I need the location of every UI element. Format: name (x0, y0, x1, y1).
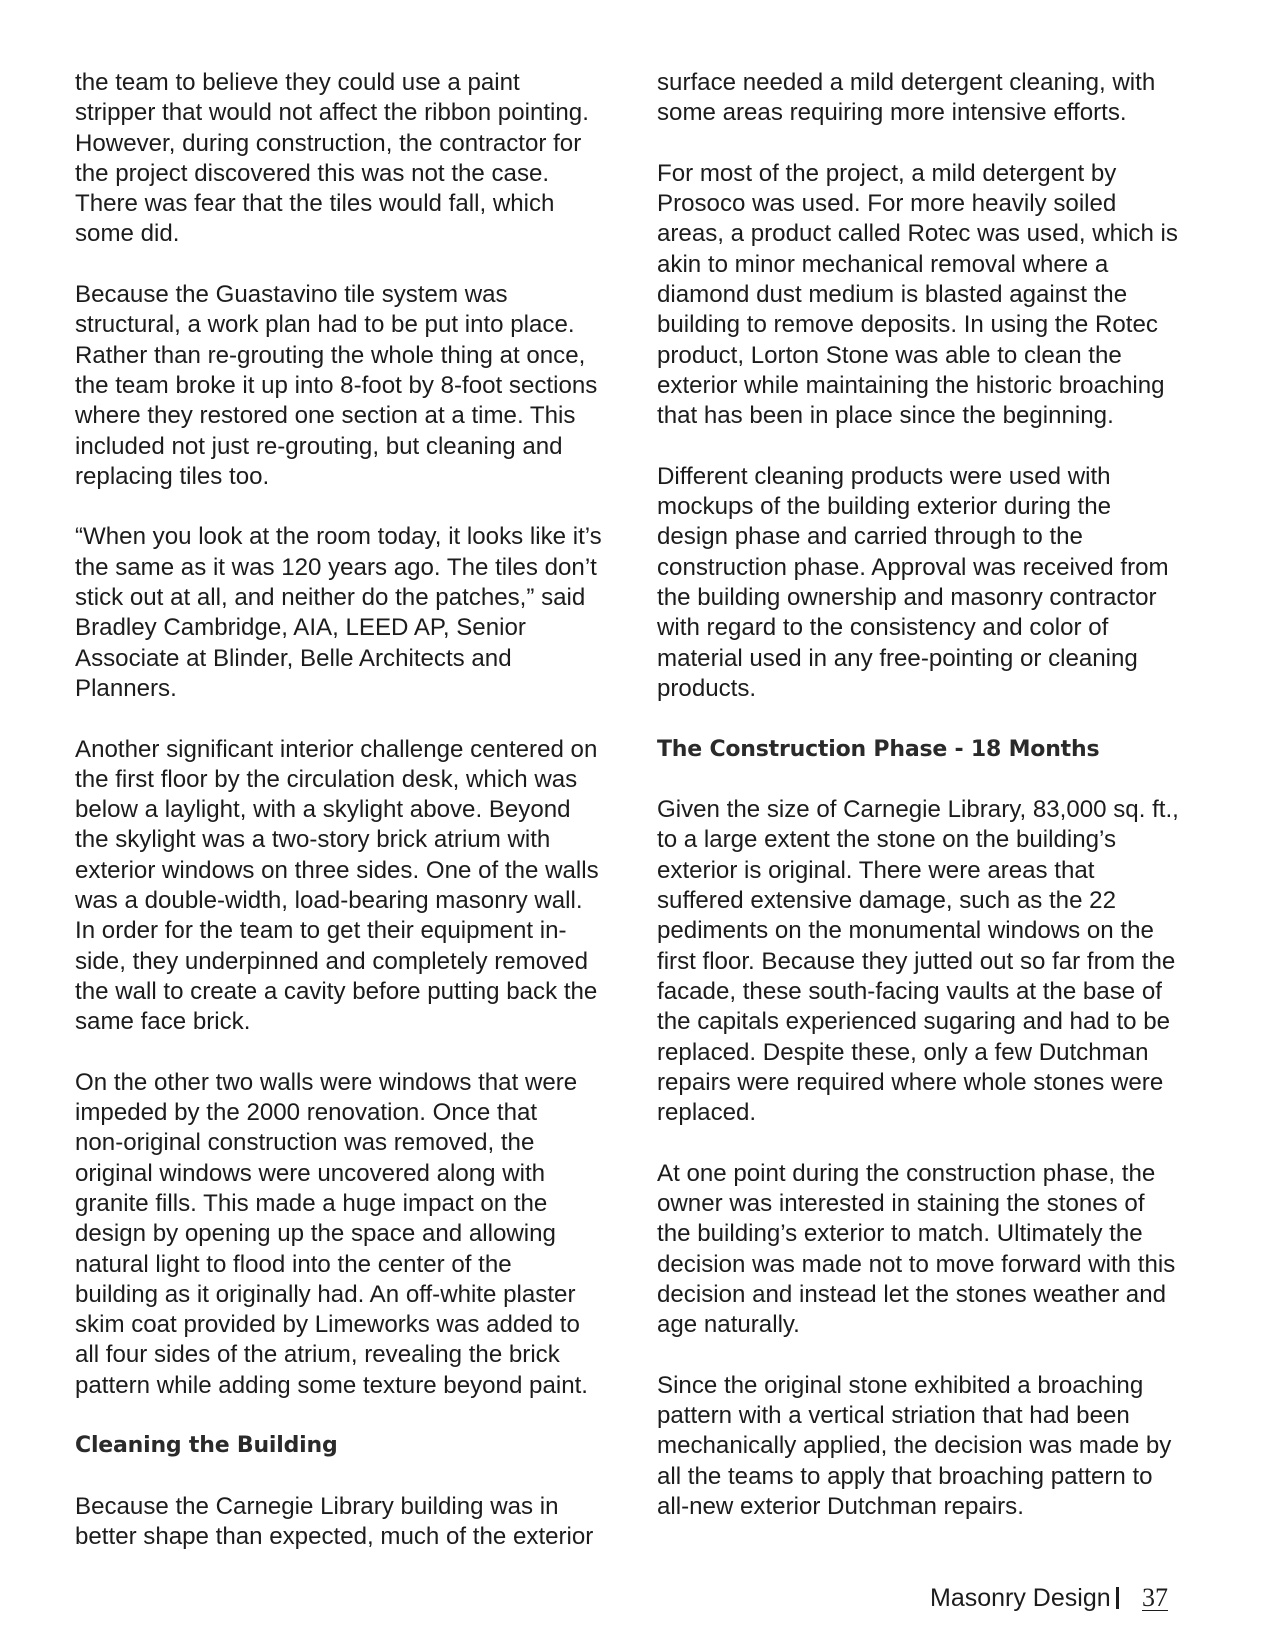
paragraph: Another significant interior challenge centered on the first floor by the circulation desk, which was below a laylight, with a skylight above. Beyond the skylight was a two-story brick atrium with exterior windows on three sides. One of the walls was a double-width, load-bearing masonry wall. In order for the team to get their equipment in- side, they underpinned and completely removed the wall to create a cavity before putting back the same face brick. (75, 735, 599, 1036)
paragraph: Because the Guastavino tile system was structural, a work plan had to be put into place. Rather than re-grouting the whole thing at once, the team broke it up into 8-foot by 8-foot sections where they restored one section at a time. This included not just re-grouting, but cleaning and replacing tiles too. (75, 281, 598, 490)
paragraph: Given the size of Carnegie Library, 83,000 sq. ft., to a large extent the stone on the building’s exterior is original. There were areas that suffered extensive damage, such as the 22 pediments on the monumental windows on the first floor. Because they jutted out so far from the facade, these south-facing vaults at the base of the capitals experienced sugaring and had to be replaced. Despite these, only a few Dutchman repairs were required where whole stones were replaced. (657, 796, 1179, 1127)
page-footer (930, 1583, 1230, 1623)
footer-divider (1116, 1587, 1119, 1609)
left-column (75, 68, 645, 1583)
paragraph: surface needed a mild detergent cleaning, with some areas requiring more intensive efforts. (657, 69, 1156, 127)
section-heading-construction-phase: The Construction Phase - 18 Months (657, 736, 1100, 762)
publication-name: Masonry Design (930, 1584, 1111, 1612)
paragraph: On the other two walls were windows that were impeded by the 2000 renovation. Once that non-original construction was removed, the original windows were uncovered along with granite fills. This made a huge impact on the design by opening up the space and allowing natural light to flood into the center of the building as it originally had. An off-white plaster skim coat provided by Limeworks was added to all four sides of the atrium, revealing the brick pattern while adding some texture beyond paint. (75, 1068, 588, 1399)
section-heading-cleaning: Cleaning the Building (75, 1433, 338, 1459)
right-column (657, 68, 1212, 1553)
page-number: 37 (1142, 1583, 1168, 1612)
paragraph: For most of the project, a mild detergent by Prosoco was used. For more heavily soiled areas, a product called Rotec was used, which is akin to minor mechanical removal where a diamond dust medium is blasted against the building to remove deposits. In using the Rotec product, Lorton Stone was able to clean the exterior while maintaining the historic broaching that has been in place since the beginning. (657, 159, 1178, 430)
paragraph: Since the original stone exhibited a broaching pattern with a vertical striation that had been mechanically applied, the decision was made by all the teams to apply that broaching pattern to all-new exterior Dutchman repairs. (657, 1371, 1172, 1520)
paragraph: At one point during the construction phase, the owner was interested in staining the stones of the building’s exterior to match. Ultimately the decision was made not to move forward with this decision and instead let the stones weather and age naturally. (657, 1159, 1176, 1339)
paragraph: the team to believe they could use a paint stripper that would not affect the ribbon pointing. However, during construction, the contractor for the project discovered this was not the case. There was fear that the tiles would fall, which some did. (75, 69, 589, 248)
paragraph: Because the Carnegie Library building was in better shape than expected, much of the exterior (75, 1492, 594, 1551)
paragraph: “When you look at the room today, it looks like it’s the same as it was 120 years ago. The tiles don’t stick out at all, and neither do the patches,” said Bradley Cambridge, AIA, LEED AP, Senior Associate at Blinder, Belle Architects and Planners. (75, 523, 602, 702)
paragraph: Different cleaning products were used with mockups of the building exterior during the design phase and carried through to the construction phase. Approval was received from the building ownership and masonry contractor with regard to the consistency and color of material used in any free-pointing or cleaning products. (657, 462, 1169, 702)
